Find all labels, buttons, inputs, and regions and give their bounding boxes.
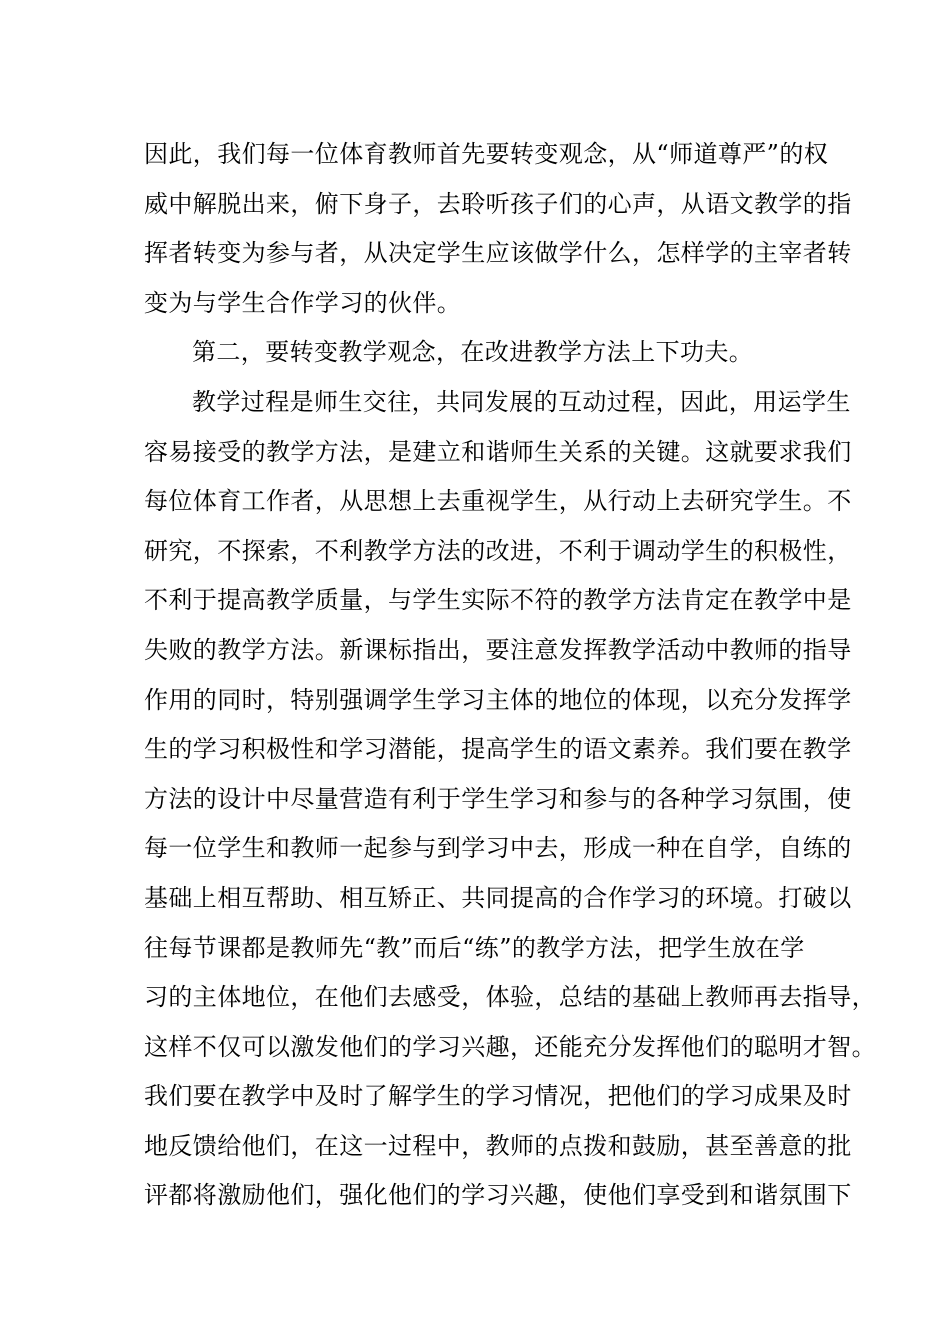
text-line: 变为与学生合作学习的伙伴。 bbox=[144, 288, 462, 317]
text-line: 每位体育工作者，从思想上去重视学生，从行动上去研究学生。不 bbox=[144, 487, 852, 516]
text-line: 评都将激励他们，强化他们的学习兴趣，使他们享受到和谐氛围下 bbox=[144, 1181, 852, 1210]
text-line: 不利于提高教学质量，与学生实际不符的教学方法肯定在教学中是 bbox=[144, 586, 852, 615]
text-line: 研究，不探索，不利教学方法的改进，不利于调动学生的积极性， bbox=[144, 536, 852, 565]
text-line: 每一位学生和教师一起参与到学习中去，形成一种在自学，自练的 bbox=[144, 834, 852, 863]
text-line: 我们要在教学中及时了解学生的学习情况，把他们的学习成果及时 bbox=[144, 1082, 852, 1111]
text-line: 方法的设计中尽量营造有利于学生学习和参与的各种学习氛围，使 bbox=[144, 784, 852, 813]
document-body bbox=[144, 130, 876, 1221]
text-line: 失败的教学方法。新课标指出，要注意发挥教学活动中教师的指导 bbox=[144, 635, 852, 664]
text-line: 这样不仅可以激发他们的学习兴趣，还能充分发挥他们的聪明才智。 bbox=[144, 1032, 876, 1061]
text-line: 威中解脱出来，俯下身子，去聆听孩子们的心声，从语文教学的指 bbox=[144, 189, 852, 218]
text-line: 生的学习积极性和学习潜能，提高学生的语文素养。我们要在教学 bbox=[144, 735, 852, 764]
paragraph-first-line: 教学过程是师生交往，共同发展的互动过程，因此，用运学生 bbox=[192, 387, 851, 416]
text-line: 挥者转变为参与者，从决定学生应该做学什么，怎样学的主宰者转 bbox=[144, 239, 852, 268]
text-line: 基础上相互帮助、相互矫正、共同提高的合作学习的环境。打破以 bbox=[144, 883, 852, 912]
text-line: 地反馈给他们，在这一过程中，教师的点拨和鼓励，甚至善意的批 bbox=[144, 1131, 852, 1160]
text-line: 习的主体地位，在他们去感受，体验，总结的基础上教师再去指导， bbox=[144, 983, 876, 1012]
text-line: 作用的同时，特别强调学生学习主体的地位的体现，以充分发挥学 bbox=[144, 685, 852, 714]
text-line: 容易接受的教学方法，是建立和谐师生关系的关键。这就要求我们 bbox=[144, 437, 852, 466]
paragraph-first-line: 第二，要转变教学观念，在改进教学方法上下功夫。 bbox=[192, 338, 754, 367]
text-line: 因此，我们每一位体育教师首先要转变观念，从“师道尊严”的权 bbox=[144, 140, 829, 168]
text-line: 往每节课都是教师先“教”而后“练”的教学方法，把学生放在学 bbox=[144, 933, 805, 962]
